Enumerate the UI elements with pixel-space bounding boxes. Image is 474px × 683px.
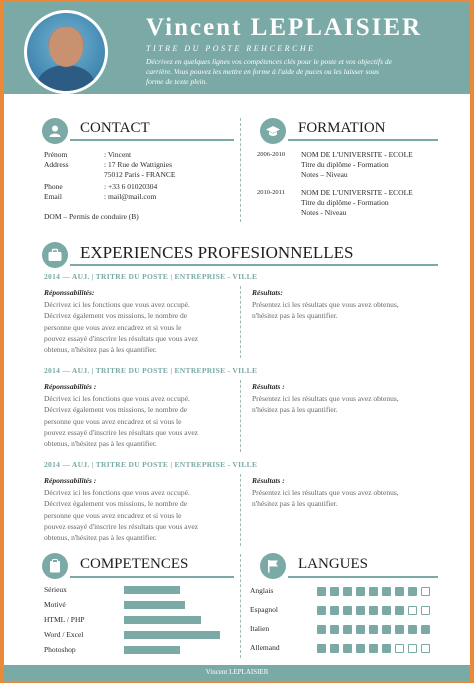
results-line: n'hésitez pas à les quantifier. [252, 405, 338, 415]
formation-circle [260, 118, 286, 144]
driving-licence: DOM – Permis de conduire (B) [44, 212, 139, 221]
level-dot [343, 625, 352, 634]
responsibilities-line: obtenus, n'hésitez pas à les quantifier. [44, 345, 157, 355]
language-level [317, 587, 434, 596]
formation-degree: Titre du diplôme - Formation [301, 198, 389, 207]
level-dot [356, 644, 365, 653]
contact-value: 75012 Paris - FRANCE [104, 170, 176, 179]
responsibilities-line: Décrivez également vos missions, le nombre de [44, 499, 188, 509]
level-dot [382, 587, 391, 596]
responsibilities-line: personne que vous avez encadrez et si vous le [44, 322, 182, 332]
experience-circle [42, 242, 68, 268]
responsibilities-line: pouvez essayé d'inscrire les résultats que vous avez [44, 427, 199, 437]
column-divider [240, 118, 241, 222]
experience-underline [70, 264, 438, 266]
formation-notes: Notes - Niveau [301, 208, 347, 217]
language-name: Italien [250, 624, 270, 633]
person-icon [48, 124, 62, 138]
responsibilities-line: pouvez essayé d'inscrire les résultats que vous avez [44, 521, 199, 531]
experience-header: 2014 — AUJ. | TRITRE DU POSTE | ENTREPRISE - VILLE [44, 460, 258, 469]
briefcase-icon [48, 248, 62, 262]
level-dot [369, 606, 378, 615]
responsibilities-line: Décrivez ici les fonctions que vous avez occupé. [44, 394, 190, 403]
formation-school: NOM DE L'UNIVERSITE - ECOLE [301, 150, 413, 159]
contact-circle [42, 118, 68, 144]
results-line: n'hésitez pas à les quantifier. [252, 499, 338, 509]
skill-name: Word / Excel [44, 630, 84, 639]
skill-bar [124, 631, 220, 639]
skill-bar [124, 601, 185, 609]
level-dot [343, 606, 352, 615]
skill-name: Photoshop [44, 645, 76, 654]
level-dot [408, 625, 417, 634]
skill-bar [124, 646, 180, 654]
formation-years: 2010-2011 [257, 189, 285, 196]
responsibilities-line: obtenus, n'hésitez pas à les quantifier. [44, 533, 157, 543]
level-dot [317, 625, 326, 634]
competences-underline [70, 576, 234, 578]
contact-label: Prénom [44, 150, 68, 159]
contact-label: Address [44, 160, 69, 169]
language-level [317, 606, 434, 615]
level-dot [421, 606, 430, 615]
level-dot [382, 644, 391, 653]
level-dot [330, 625, 339, 634]
level-dot [395, 644, 404, 653]
graduation-cap-icon [266, 124, 280, 138]
level-dot [382, 625, 391, 634]
contact-underline [70, 139, 234, 141]
langues-circle [260, 553, 286, 579]
contact-label: Phone [44, 182, 63, 191]
results-line: Présentez ici les résultats que vous avez obtenus, [252, 394, 399, 403]
skill-bar [124, 616, 201, 624]
experience-header: 2014 — AUJ. | TRITRE DU POSTE | ENTREPRISE - VILLE [44, 272, 258, 281]
level-dot [395, 625, 404, 634]
skill-name: Sérieux [44, 585, 67, 594]
formation-degree: Titre du diplôme - Formation [301, 160, 389, 169]
results-line: n'hésitez pas à les quantifier. [252, 311, 338, 321]
responsibilities-label: Réponssabilités : [44, 382, 97, 391]
level-dot [317, 587, 326, 596]
competences-heading: COMPETENCES [80, 556, 189, 572]
contact-label: Email [44, 192, 62, 201]
level-dot [382, 606, 391, 615]
responsibilities-label: Réponssabilités: [44, 288, 95, 297]
responsibilities-line: pouvez essayé d'inscrire les résultats que vous avez [44, 333, 199, 343]
results-label: Résultats : [252, 476, 285, 485]
level-dot [408, 606, 417, 615]
level-dot [343, 644, 352, 653]
responsibilities-line: personne que vous avez encadrez et si vous le [44, 416, 182, 426]
responsibilities-label: Réponssabilités : [44, 476, 97, 485]
skill-bar [124, 586, 180, 594]
flag-icon [266, 559, 280, 573]
formation-notes: Notes – Niveau [301, 170, 348, 179]
level-dot [395, 606, 404, 615]
responsibilities-line: Décrivez également vos missions, le nombre de [44, 405, 188, 415]
experience-divider [240, 380, 241, 452]
profile-photo [24, 10, 108, 94]
contact-value: : +33 6 01020304 [104, 182, 158, 191]
level-dot [408, 644, 417, 653]
responsibilities-line: obtenus, n'hésitez pas à les quantifier. [44, 439, 157, 449]
contact-heading: CONTACT [80, 120, 150, 136]
results-line: Présentez ici les résultats que vous avez obtenus, [252, 488, 399, 497]
formation-school: NOM DE L'UNIVERSITE - ECOLE [301, 188, 413, 197]
experience-header: 2014 — AUJ. | TRITRE DU POSTE | ENTREPRISE - VILLE [44, 366, 258, 375]
responsibilities-line: personne que vous avez encadrez et si vous le [44, 510, 182, 520]
level-dot [408, 587, 417, 596]
skill-name: Motivé [44, 600, 66, 609]
level-dot [369, 587, 378, 596]
column-divider-bottom [240, 554, 241, 658]
contact-value: : Vincent [104, 150, 132, 159]
results-label: Résultats: [252, 288, 283, 297]
level-dot [317, 644, 326, 653]
experience-heading: EXPERIENCES PROFESIONNELLES [80, 243, 354, 262]
contact-value: : 17 Rue de Wattignies [104, 160, 172, 169]
responsibilities-line: Décrivez ici les fonctions que vous avez occupé. [44, 300, 190, 309]
language-level [317, 625, 434, 634]
level-dot [356, 606, 365, 615]
candidate-name: Vincent LEPLAISIER [146, 14, 423, 41]
level-dot [369, 644, 378, 653]
level-dot [356, 587, 365, 596]
formation-years: 2006-2010 [257, 151, 286, 158]
contact-value: : mail@mail.com [104, 192, 157, 201]
langues-heading: LANGUES [298, 556, 368, 572]
level-dot [356, 625, 365, 634]
intro-text: Décrivez en quelques lignes vos compétences clés pour le poste et vos objectifs de carrière. Vous pouvez les mettre en forme à l'aide de puces ou les laisser sous forme de texte plein. [146, 57, 392, 86]
results-label: Résultats : [252, 382, 285, 391]
results-line: Présentez ici les résultats que vous avez obtenus, [252, 300, 399, 309]
skill-name: HTML / PHP [44, 615, 85, 624]
job-title: TITRE DU POSTE REHCERCHE [146, 44, 316, 53]
experience-divider [240, 474, 241, 546]
formation-heading: FORMATION [298, 120, 386, 136]
level-dot [421, 644, 430, 653]
level-dot [330, 587, 339, 596]
footer-name: Vincent LEPLAISIER [205, 668, 269, 676]
level-dot [395, 587, 404, 596]
experience-divider [240, 286, 241, 358]
level-dot [421, 587, 430, 596]
responsibilities-line: Décrivez également vos missions, le nombre de [44, 311, 188, 321]
langues-underline [288, 576, 438, 578]
footer-band [4, 665, 470, 681]
competences-circle [42, 553, 68, 579]
level-dot [330, 644, 339, 653]
level-dot [421, 625, 430, 634]
formation-underline [288, 139, 438, 141]
language-name: Anglais [250, 586, 274, 595]
header-band [4, 2, 470, 94]
language-level [317, 644, 434, 653]
language-name: Espagnol [250, 605, 278, 614]
level-dot [330, 606, 339, 615]
language-name: Allemand [250, 643, 280, 652]
clipboard-icon [48, 559, 62, 573]
level-dot [343, 587, 352, 596]
responsibilities-line: Décrivez ici les fonctions que vous avez occupé. [44, 488, 190, 497]
level-dot [317, 606, 326, 615]
level-dot [369, 625, 378, 634]
cv-page [4, 2, 470, 681]
